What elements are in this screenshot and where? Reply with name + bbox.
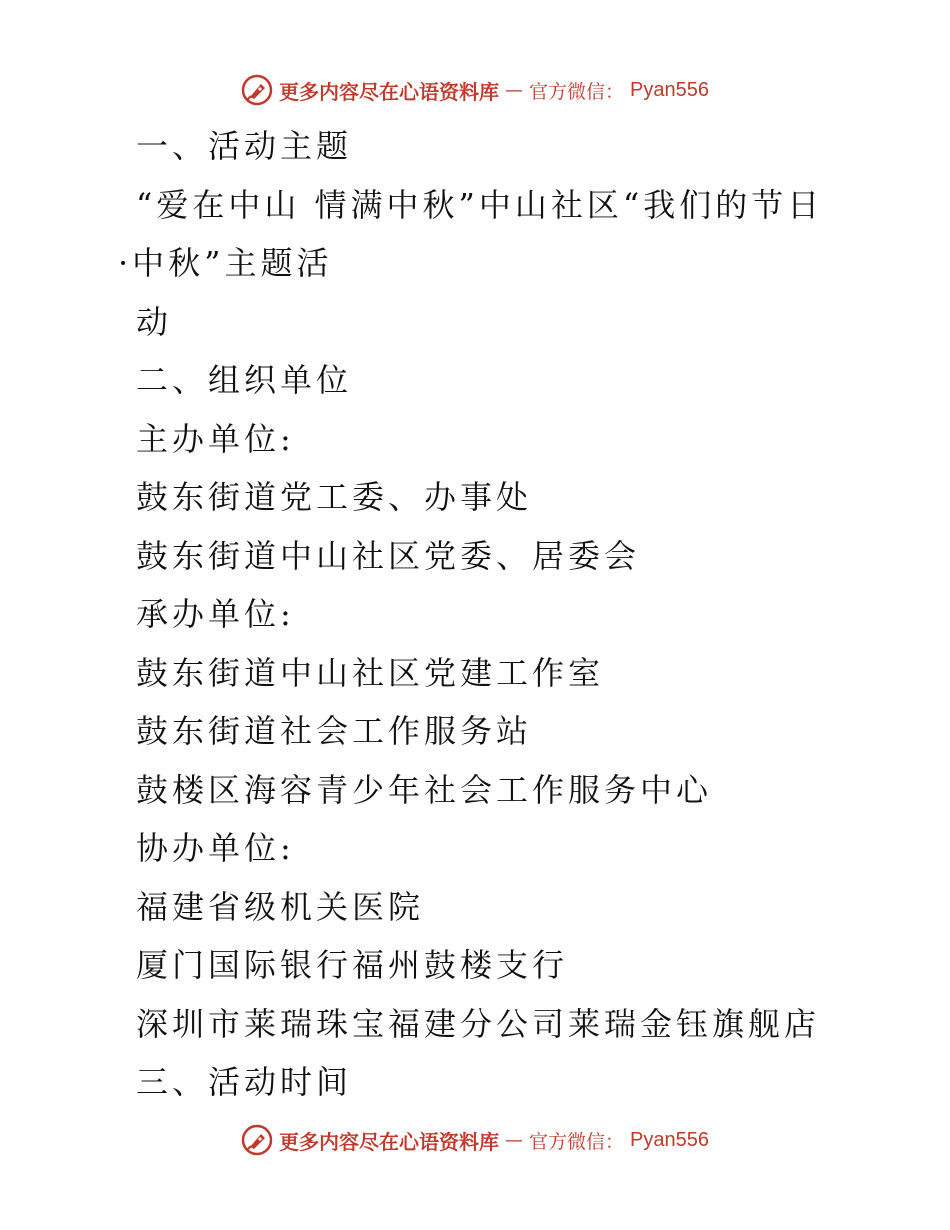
banner-wechat-id: Pyan556 bbox=[630, 1128, 709, 1151]
section-heading-organizers: 二、组织单位 bbox=[136, 361, 353, 399]
host-item: 鼓东街道党工委、办事处 bbox=[136, 478, 533, 516]
co-organizer-item: 深圳市莱瑞珠宝福建分公司莱瑞金钰旗舰店 bbox=[136, 1004, 821, 1043]
section-heading-time: 三、活动时间 bbox=[136, 1063, 353, 1101]
banner-text: 更多内容尽在心语资料库 bbox=[279, 1129, 499, 1154]
section-heading-theme: 一、活动主题 bbox=[136, 127, 353, 165]
host-label: 主办单位: bbox=[136, 419, 295, 458]
organizer-item: 鼓东街道社会工作服务站 bbox=[136, 712, 533, 750]
document-body bbox=[0, 117, 950, 1112]
organizer-item: 鼓楼区海容青少年社会工作服务中心 bbox=[136, 770, 713, 809]
banner-wechat-label: 官方微信： bbox=[529, 1130, 625, 1153]
header-banner bbox=[0, 70, 950, 110]
co-organizer-item: 福建省级机关医院 bbox=[136, 887, 425, 926]
theme-text-line-3: 动 bbox=[136, 302, 173, 341]
theme-text-line-1: “爱在中山 情满中秋”中山社区“我们的节日 bbox=[136, 185, 824, 224]
banner-separator: — bbox=[505, 1129, 523, 1151]
banner-text: 更多内容尽在心语资料库 bbox=[279, 79, 499, 104]
theme-text-line-2: ·中秋”主题活 bbox=[118, 244, 333, 282]
organizer-label: 承办单位: bbox=[136, 595, 295, 633]
organizer-item: 鼓东街道中山社区党建工作室 bbox=[136, 653, 605, 692]
banner-wechat-label: 官方微信： bbox=[529, 80, 625, 103]
pen-nib-circle-icon bbox=[241, 74, 273, 106]
co-organizer-item: 厦门国际银行福州鼓楼支行 bbox=[136, 946, 569, 984]
pen-nib-circle-icon bbox=[241, 1124, 273, 1156]
co-organizer-label: 协办单位: bbox=[136, 829, 295, 867]
footer-banner bbox=[0, 1120, 950, 1160]
banner-wechat-id: Pyan556 bbox=[630, 78, 709, 101]
host-item: 鼓东街道中山社区党委、居委会 bbox=[136, 536, 641, 575]
banner-separator: — bbox=[505, 79, 523, 101]
